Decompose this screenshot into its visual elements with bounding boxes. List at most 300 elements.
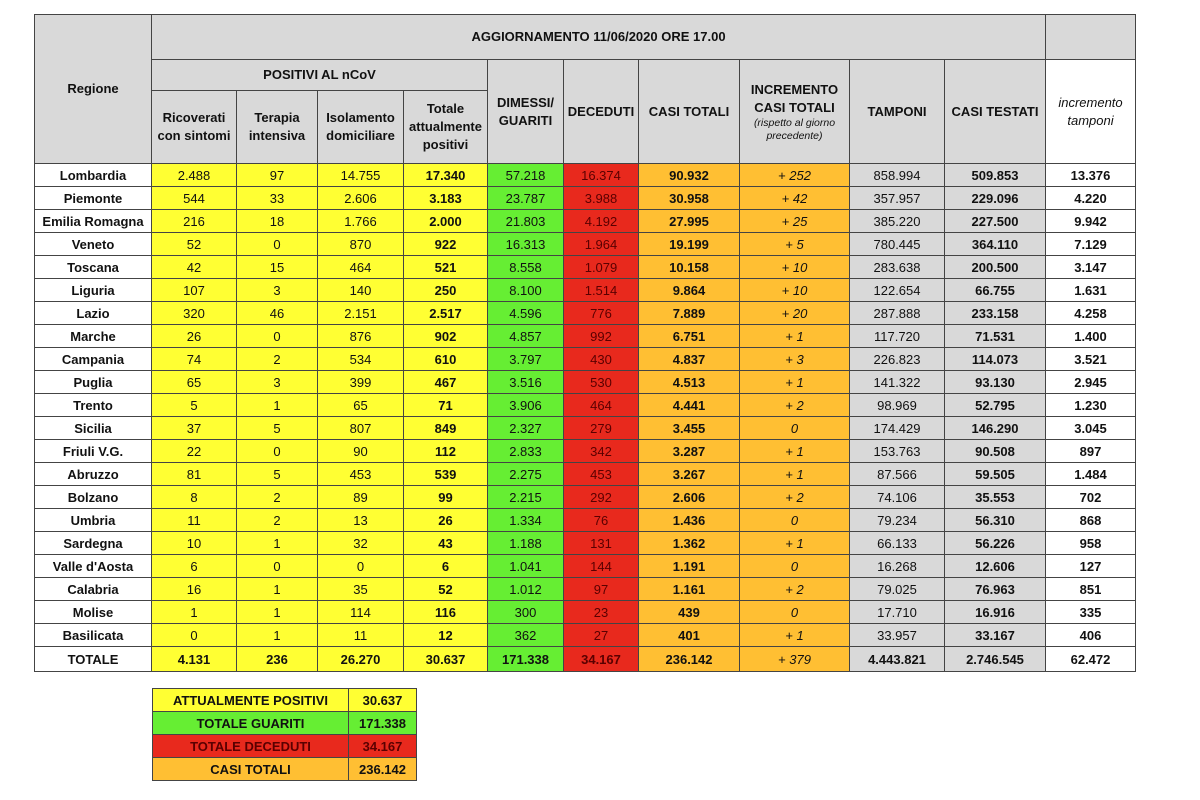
cell-isolamento: 65 — [318, 394, 404, 417]
cell-deceduti: 23 — [564, 601, 639, 624]
cell-isolamento: 32 — [318, 532, 404, 555]
cell-casi-testati: 12.606 — [945, 555, 1046, 578]
cell-casi-totali: 6.751 — [639, 325, 740, 348]
cell-tamponi: 780.445 — [850, 233, 945, 256]
cell-terapia: 2 — [237, 509, 318, 532]
cell-deceduti: 1.079 — [564, 256, 639, 279]
cell-tamponi: 87.566 — [850, 463, 945, 486]
cell-deceduti: 776 — [564, 302, 639, 325]
cell-ricoverati: 320 — [152, 302, 237, 325]
table-row — [35, 624, 1136, 647]
cell-totale-positivi: 2.000 — [404, 210, 488, 233]
cell-isolamento: 399 — [318, 371, 404, 394]
cell-terapia: 1 — [237, 601, 318, 624]
cell-totale-positivi: 112 — [404, 440, 488, 463]
cell-dimessi: 57.218 — [488, 164, 564, 187]
cell-tamponi: 98.969 — [850, 394, 945, 417]
summary-label: ATTUALMENTE POSITIVI — [153, 689, 349, 712]
cell-tamponi: 226.823 — [850, 348, 945, 371]
cell-tamponi: 33.957 — [850, 624, 945, 647]
cell-totale-positivi: 922 — [404, 233, 488, 256]
header-terapia: Terapia intensiva — [237, 91, 318, 164]
summary-row — [153, 689, 417, 712]
cell-tamponi: 66.133 — [850, 532, 945, 555]
cell-regione: Puglia — [35, 371, 152, 394]
cell-ricoverati: 10 — [152, 532, 237, 555]
cell-terapia: 1 — [237, 624, 318, 647]
cell-casi-totali: 4.513 — [639, 371, 740, 394]
cell-terapia: 1 — [237, 532, 318, 555]
cell-ricoverati: 22 — [152, 440, 237, 463]
cell-terapia: 18 — [237, 210, 318, 233]
cell-regione: Basilicata — [35, 624, 152, 647]
cell-incremento-tamponi: 127 — [1046, 555, 1136, 578]
cell-totale-positivi: 3.183 — [404, 187, 488, 210]
cell-totale-positivi: 30.637 — [404, 647, 488, 672]
header-dimessi: DIMESSI/ GUARITI — [488, 60, 564, 164]
cell-casi-totali: 401 — [639, 624, 740, 647]
cell-incremento-tamponi: 406 — [1046, 624, 1136, 647]
cell-ricoverati: 37 — [152, 417, 237, 440]
covid-report — [34, 14, 1136, 777]
header-positivi-group: POSITIVI AL nCoV — [152, 60, 488, 91]
cell-incremento-tamponi: 335 — [1046, 601, 1136, 624]
cell-dimessi: 2.215 — [488, 486, 564, 509]
cell-isolamento: 26.270 — [318, 647, 404, 672]
cell-deceduti: 1.964 — [564, 233, 639, 256]
cell-tamponi: 287.888 — [850, 302, 945, 325]
cell-deceduti: 453 — [564, 463, 639, 486]
table-row — [35, 302, 1136, 325]
cell-incremento-tamponi: 1.631 — [1046, 279, 1136, 302]
table-row — [35, 210, 1136, 233]
table-row — [35, 348, 1136, 371]
cell-isolamento: 807 — [318, 417, 404, 440]
cell-deceduti: 992 — [564, 325, 639, 348]
cell-tamponi: 385.220 — [850, 210, 945, 233]
cell-isolamento: 140 — [318, 279, 404, 302]
cell-incremento-tamponi: 1.230 — [1046, 394, 1136, 417]
cell-totale-positivi: 52 — [404, 578, 488, 601]
cell-dimessi: 16.313 — [488, 233, 564, 256]
cell-isolamento: 1.766 — [318, 210, 404, 233]
header-casi-totali: CASI TOTALI — [639, 60, 740, 164]
cell-incremento: + 10 — [740, 279, 850, 302]
cell-incremento: + 2 — [740, 578, 850, 601]
cell-casi-totali: 3.455 — [639, 417, 740, 440]
header-incremento-label: INCREMENTO CASI TOTALI — [750, 81, 839, 115]
cell-incremento: + 2 — [740, 394, 850, 417]
cell-deceduti: 16.374 — [564, 164, 639, 187]
cell-tamponi: 153.763 — [850, 440, 945, 463]
cell-casi-totali: 10.158 — [639, 256, 740, 279]
cell-isolamento: 2.606 — [318, 187, 404, 210]
cell-casi-totali: 3.287 — [639, 440, 740, 463]
cell-dimessi: 362 — [488, 624, 564, 647]
header-ricoverati: Ricoverati con sintomi — [152, 91, 237, 164]
cell-ricoverati: 107 — [152, 279, 237, 302]
table-row — [35, 578, 1136, 601]
table-row — [35, 187, 1136, 210]
cell-deceduti: 530 — [564, 371, 639, 394]
cell-tamponi: 16.268 — [850, 555, 945, 578]
data-table — [34, 14, 1136, 672]
cell-deceduti: 34.167 — [564, 647, 639, 672]
cell-casi-testati: 233.158 — [945, 302, 1046, 325]
cell-totale-positivi: 250 — [404, 279, 488, 302]
cell-terapia: 3 — [237, 371, 318, 394]
cell-regione: Bolzano — [35, 486, 152, 509]
cell-casi-testati: 66.755 — [945, 279, 1046, 302]
table-row — [35, 233, 1136, 256]
cell-incremento: + 25 — [740, 210, 850, 233]
cell-deceduti: 27 — [564, 624, 639, 647]
cell-casi-testati: 93.130 — [945, 371, 1046, 394]
table-row — [35, 279, 1136, 302]
cell-dimessi: 3.797 — [488, 348, 564, 371]
report-title: AGGIORNAMENTO 11/06/2020 ORE 17.00 — [152, 15, 1046, 60]
cell-casi-testati: 76.963 — [945, 578, 1046, 601]
cell-terapia: 2 — [237, 486, 318, 509]
cell-casi-testati: 2.746.545 — [945, 647, 1046, 672]
cell-tamponi: 357.957 — [850, 187, 945, 210]
cell-isolamento: 2.151 — [318, 302, 404, 325]
cell-totale-positivi: 116 — [404, 601, 488, 624]
cell-casi-totali: 90.932 — [639, 164, 740, 187]
cell-casi-testati: 16.916 — [945, 601, 1046, 624]
cell-dimessi: 3.516 — [488, 371, 564, 394]
cell-ricoverati: 81 — [152, 463, 237, 486]
cell-regione: Valle d'Aosta — [35, 555, 152, 578]
cell-ricoverati: 74 — [152, 348, 237, 371]
cell-incremento: 0 — [740, 417, 850, 440]
cell-ricoverati: 5 — [152, 394, 237, 417]
summary-value: 30.637 — [349, 689, 417, 712]
cell-incremento: 0 — [740, 601, 850, 624]
cell-ricoverati: 8 — [152, 486, 237, 509]
summary-row — [153, 735, 417, 758]
cell-deceduti: 430 — [564, 348, 639, 371]
header-regione: Regione — [35, 15, 152, 164]
summary-table — [152, 688, 417, 781]
cell-incremento: + 1 — [740, 463, 850, 486]
cell-incremento-tamponi: 868 — [1046, 509, 1136, 532]
cell-deceduti: 97 — [564, 578, 639, 601]
cell-incremento-tamponi: 1.400 — [1046, 325, 1136, 348]
cell-dimessi: 1.041 — [488, 555, 564, 578]
cell-incremento: + 20 — [740, 302, 850, 325]
cell-terapia: 0 — [237, 440, 318, 463]
cell-totale-positivi: 6 — [404, 555, 488, 578]
table-row — [35, 417, 1136, 440]
cell-ricoverati: 1 — [152, 601, 237, 624]
cell-tamponi: 858.994 — [850, 164, 945, 187]
cell-ricoverati: 42 — [152, 256, 237, 279]
cell-terapia: 46 — [237, 302, 318, 325]
cell-totale-positivi: 902 — [404, 325, 488, 348]
cell-isolamento: 11 — [318, 624, 404, 647]
cell-tamponi: 74.106 — [850, 486, 945, 509]
cell-casi-totali: 439 — [639, 601, 740, 624]
cell-totale-positivi: 539 — [404, 463, 488, 486]
table-row — [35, 463, 1136, 486]
cell-ricoverati: 0 — [152, 624, 237, 647]
cell-regione: Toscana — [35, 256, 152, 279]
cell-casi-testati: 200.500 — [945, 256, 1046, 279]
cell-isolamento: 464 — [318, 256, 404, 279]
cell-incremento-tamponi: 3.045 — [1046, 417, 1136, 440]
cell-regione: Abruzzo — [35, 463, 152, 486]
cell-terapia: 0 — [237, 325, 318, 348]
cell-isolamento: 876 — [318, 325, 404, 348]
cell-terapia: 5 — [237, 463, 318, 486]
cell-deceduti: 279 — [564, 417, 639, 440]
cell-totale-positivi: 521 — [404, 256, 488, 279]
cell-isolamento: 14.755 — [318, 164, 404, 187]
cell-dimessi: 4.596 — [488, 302, 564, 325]
cell-dimessi: 4.857 — [488, 325, 564, 348]
summary-label: CASI TOTALI — [153, 758, 349, 781]
cell-dimessi: 23.787 — [488, 187, 564, 210]
cell-dimessi: 3.906 — [488, 394, 564, 417]
cell-regione: Veneto — [35, 233, 152, 256]
header-totale-positivi: Totale attualmente positivi — [404, 91, 488, 164]
cell-regione: Umbria — [35, 509, 152, 532]
cell-incremento-tamponi: 702 — [1046, 486, 1136, 509]
cell-terapia: 236 — [237, 647, 318, 672]
cell-tamponi: 79.234 — [850, 509, 945, 532]
cell-tamponi: 283.638 — [850, 256, 945, 279]
cell-tamponi: 4.443.821 — [850, 647, 945, 672]
cell-casi-testati: 509.853 — [945, 164, 1046, 187]
cell-isolamento: 114 — [318, 601, 404, 624]
cell-incremento: 0 — [740, 555, 850, 578]
cell-casi-totali: 19.199 — [639, 233, 740, 256]
cell-incremento-tamponi: 62.472 — [1046, 647, 1136, 672]
header-corner — [1046, 15, 1136, 60]
cell-deceduti: 76 — [564, 509, 639, 532]
header-incremento-tamponi: incremento tamponi — [1046, 60, 1136, 164]
table-row — [35, 509, 1136, 532]
cell-regione: Piemonte — [35, 187, 152, 210]
cell-regione: Lombardia — [35, 164, 152, 187]
cell-incremento-tamponi: 7.129 — [1046, 233, 1136, 256]
summary-value: 236.142 — [349, 758, 417, 781]
cell-regione: Marche — [35, 325, 152, 348]
cell-incremento-tamponi: 3.521 — [1046, 348, 1136, 371]
cell-terapia: 2 — [237, 348, 318, 371]
cell-deceduti: 1.514 — [564, 279, 639, 302]
cell-dimessi: 300 — [488, 601, 564, 624]
cell-dimessi: 1.012 — [488, 578, 564, 601]
cell-dimessi: 1.188 — [488, 532, 564, 555]
table-row — [35, 164, 1136, 187]
cell-tamponi: 17.710 — [850, 601, 945, 624]
cell-incremento-tamponi: 4.220 — [1046, 187, 1136, 210]
header-tamponi: TAMPONI — [850, 60, 945, 164]
cell-incremento: + 42 — [740, 187, 850, 210]
cell-tamponi: 122.654 — [850, 279, 945, 302]
cell-terapia: 5 — [237, 417, 318, 440]
table-row — [35, 532, 1136, 555]
cell-terapia: 0 — [237, 555, 318, 578]
cell-casi-testati: 59.505 — [945, 463, 1046, 486]
cell-deceduti: 131 — [564, 532, 639, 555]
cell-dimessi: 2.275 — [488, 463, 564, 486]
cell-casi-totali: 1.362 — [639, 532, 740, 555]
cell-incremento-tamponi: 958 — [1046, 532, 1136, 555]
cell-dimessi: 8.100 — [488, 279, 564, 302]
cell-regione: Trento — [35, 394, 152, 417]
cell-deceduti: 342 — [564, 440, 639, 463]
cell-ricoverati: 11 — [152, 509, 237, 532]
cell-incremento-tamponi: 9.942 — [1046, 210, 1136, 233]
cell-regione: Lazio — [35, 302, 152, 325]
cell-casi-totali: 30.958 — [639, 187, 740, 210]
cell-incremento: + 1 — [740, 440, 850, 463]
cell-casi-totali: 4.441 — [639, 394, 740, 417]
cell-tamponi: 174.429 — [850, 417, 945, 440]
cell-deceduti: 3.988 — [564, 187, 639, 210]
cell-tamponi: 79.025 — [850, 578, 945, 601]
table-body — [35, 164, 1136, 672]
cell-incremento-tamponi: 897 — [1046, 440, 1136, 463]
cell-casi-testati: 56.226 — [945, 532, 1046, 555]
cell-incremento-tamponi: 1.484 — [1046, 463, 1136, 486]
cell-dimessi: 2.327 — [488, 417, 564, 440]
cell-incremento: + 1 — [740, 532, 850, 555]
cell-incremento-tamponi: 4.258 — [1046, 302, 1136, 325]
cell-casi-testati: 229.096 — [945, 187, 1046, 210]
cell-totale-positivi: 610 — [404, 348, 488, 371]
cell-ricoverati: 216 — [152, 210, 237, 233]
cell-regione: Friuli V.G. — [35, 440, 152, 463]
cell-incremento: + 3 — [740, 348, 850, 371]
cell-totale-positivi: 26 — [404, 509, 488, 532]
summary-label: TOTALE GUARITI — [153, 712, 349, 735]
cell-ricoverati: 26 — [152, 325, 237, 348]
cell-incremento: + 2 — [740, 486, 850, 509]
cell-ricoverati: 6 — [152, 555, 237, 578]
cell-incremento-tamponi: 3.147 — [1046, 256, 1136, 279]
cell-isolamento: 13 — [318, 509, 404, 532]
cell-deceduti: 292 — [564, 486, 639, 509]
cell-incremento: + 5 — [740, 233, 850, 256]
cell-totale-positivi: 99 — [404, 486, 488, 509]
cell-dimessi: 21.803 — [488, 210, 564, 233]
cell-terapia: 33 — [237, 187, 318, 210]
table-row — [35, 256, 1136, 279]
cell-incremento: + 10 — [740, 256, 850, 279]
cell-isolamento: 0 — [318, 555, 404, 578]
cell-regione: Sardegna — [35, 532, 152, 555]
cell-isolamento: 35 — [318, 578, 404, 601]
cell-casi-totali: 1.161 — [639, 578, 740, 601]
cell-isolamento: 453 — [318, 463, 404, 486]
cell-incremento: + 252 — [740, 164, 850, 187]
cell-terapia: 0 — [237, 233, 318, 256]
summary-value: 171.338 — [349, 712, 417, 735]
cell-casi-testati: 90.508 — [945, 440, 1046, 463]
cell-casi-testati: 33.167 — [945, 624, 1046, 647]
cell-terapia: 3 — [237, 279, 318, 302]
cell-isolamento: 870 — [318, 233, 404, 256]
cell-deceduti: 464 — [564, 394, 639, 417]
cell-incremento: + 1 — [740, 624, 850, 647]
table-row — [35, 555, 1136, 578]
cell-casi-testati: 114.073 — [945, 348, 1046, 371]
cell-casi-totali: 2.606 — [639, 486, 740, 509]
cell-isolamento: 89 — [318, 486, 404, 509]
cell-casi-totali: 27.995 — [639, 210, 740, 233]
cell-ricoverati: 544 — [152, 187, 237, 210]
cell-terapia: 97 — [237, 164, 318, 187]
header-incremento — [740, 60, 850, 164]
cell-regione: Molise — [35, 601, 152, 624]
cell-dimessi: 1.334 — [488, 509, 564, 532]
cell-ricoverati: 52 — [152, 233, 237, 256]
cell-regione: Liguria — [35, 279, 152, 302]
cell-casi-testati: 35.553 — [945, 486, 1046, 509]
cell-casi-testati: 52.795 — [945, 394, 1046, 417]
summary-row — [153, 758, 417, 781]
table-row — [35, 371, 1136, 394]
cell-casi-totali: 7.889 — [639, 302, 740, 325]
cell-incremento-tamponi: 851 — [1046, 578, 1136, 601]
header-isolamento: Isolamento domiciliare — [318, 91, 404, 164]
cell-incremento: 0 — [740, 509, 850, 532]
cell-totale-positivi: 12 — [404, 624, 488, 647]
cell-totale-positivi: 43 — [404, 532, 488, 555]
cell-ricoverati: 2.488 — [152, 164, 237, 187]
cell-ricoverati: 4.131 — [152, 647, 237, 672]
cell-deceduti: 4.192 — [564, 210, 639, 233]
table-row — [35, 601, 1136, 624]
cell-isolamento: 534 — [318, 348, 404, 371]
cell-isolamento: 90 — [318, 440, 404, 463]
table-row — [35, 486, 1136, 509]
cell-casi-totali: 1.436 — [639, 509, 740, 532]
cell-casi-totali: 3.267 — [639, 463, 740, 486]
table-row — [35, 440, 1136, 463]
cell-casi-testati: 364.110 — [945, 233, 1046, 256]
header-incremento-note: (rispetto al giorno precedente) — [753, 116, 836, 142]
cell-regione: Sicilia — [35, 417, 152, 440]
cell-incremento: + 379 — [740, 647, 850, 672]
cell-regione: Calabria — [35, 578, 152, 601]
cell-incremento: + 1 — [740, 371, 850, 394]
cell-tamponi: 141.322 — [850, 371, 945, 394]
cell-totale-positivi: 71 — [404, 394, 488, 417]
cell-casi-totali: 236.142 — [639, 647, 740, 672]
cell-ricoverati: 16 — [152, 578, 237, 601]
cell-incremento: + 1 — [740, 325, 850, 348]
cell-casi-testati: 146.290 — [945, 417, 1046, 440]
cell-regione: Emilia Romagna — [35, 210, 152, 233]
cell-deceduti: 144 — [564, 555, 639, 578]
cell-totale-positivi: 467 — [404, 371, 488, 394]
cell-terapia: 15 — [237, 256, 318, 279]
cell-casi-totali: 1.191 — [639, 555, 740, 578]
cell-totale-positivi: 2.517 — [404, 302, 488, 325]
cell-casi-totali: 4.837 — [639, 348, 740, 371]
table-row — [35, 394, 1136, 417]
header-casi-testati: CASI TESTATI — [945, 60, 1046, 164]
cell-incremento-tamponi: 2.945 — [1046, 371, 1136, 394]
summary-label: TOTALE DECEDUTI — [153, 735, 349, 758]
cell-terapia: 1 — [237, 394, 318, 417]
cell-incremento-tamponi: 13.376 — [1046, 164, 1136, 187]
